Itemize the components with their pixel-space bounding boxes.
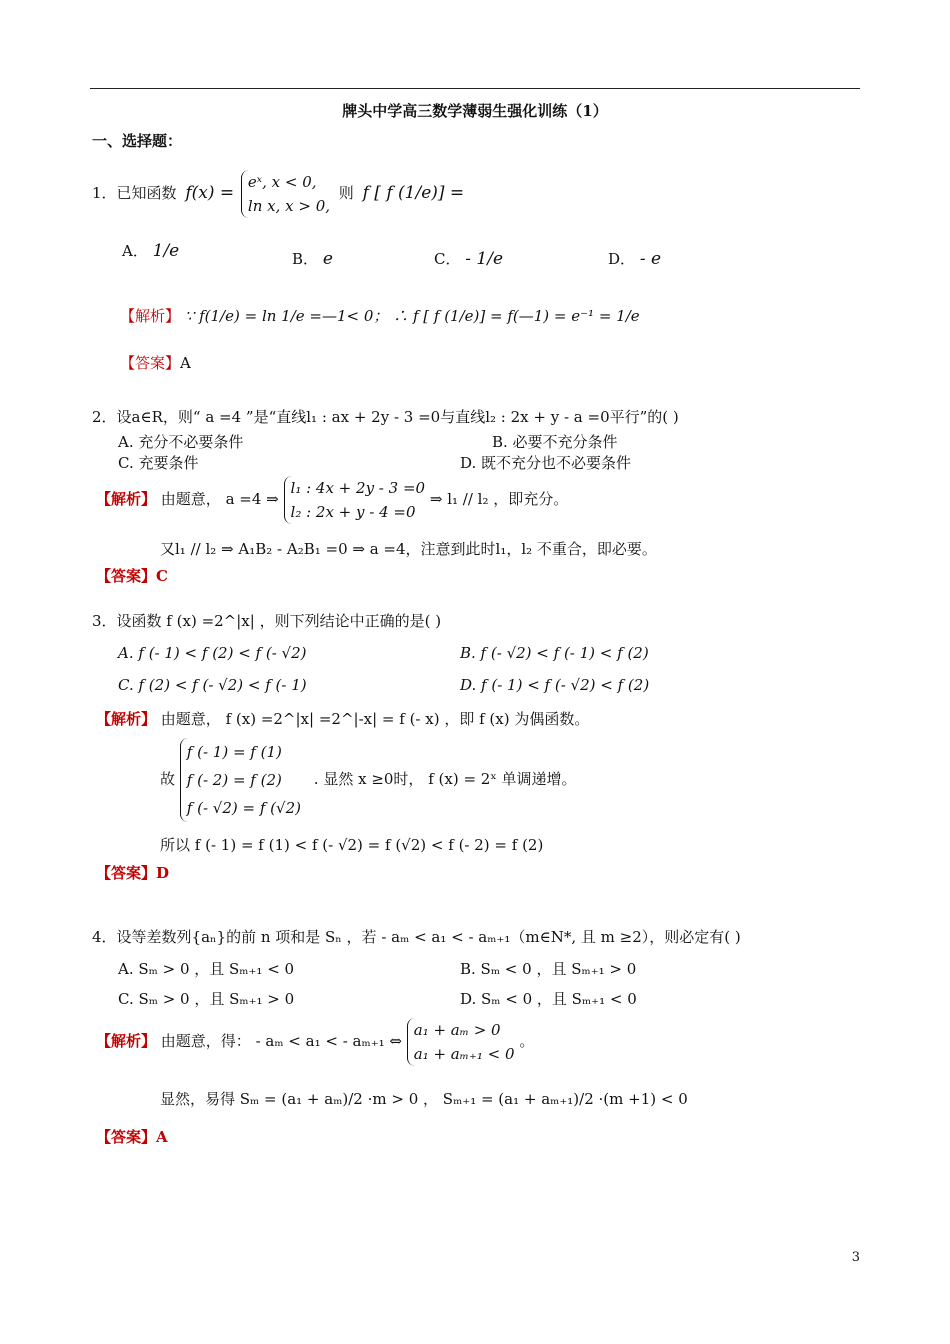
q3-analysis xyxy=(96,708,589,729)
q4-analysis-pre: 由题意，得： - aₘ < a₁ < - aₘ₊₁ ⇔ xyxy=(160,1032,402,1050)
q1-case1: eˣ, x < 0, xyxy=(247,173,317,191)
q2-analysis-tag: 【解析】 xyxy=(96,490,157,508)
q2-answer-tag: 【答案】 xyxy=(96,567,157,585)
q1-option-d xyxy=(608,248,661,269)
q4-case1: a₁ + aₘ > 0 xyxy=(413,1021,501,1039)
q1-option-a-label: A． xyxy=(122,242,148,260)
q1-option-a-value: 1/e xyxy=(152,241,180,261)
q4-option-a: A. Sₘ > 0 ，且 Sₘ₊₁ < 0 xyxy=(118,960,295,978)
q1-option-c xyxy=(434,248,503,269)
page-number: 3 xyxy=(851,1250,860,1265)
q4-case2: a₁ + aₘ₊₁ < 0 xyxy=(413,1045,515,1063)
header-rule xyxy=(90,88,860,89)
q1-option-a xyxy=(122,240,179,261)
q3-option-b: B. f (- √2) < f (- 1) < f (2) xyxy=(460,644,649,662)
q3-gu-post: . 显然 x ≥0时， f (x) = 2ˣ 单调递增。 xyxy=(313,770,577,788)
q2-cases xyxy=(284,476,426,524)
q2-answer xyxy=(96,565,168,586)
q3-analysis-text: 由题意， f (x) =2^|x| =2^|-x| = f (- x) ，即 f (x) 为偶函数。 xyxy=(160,710,590,728)
section-heading: 一、选择题： xyxy=(92,132,183,150)
q3-option-c: C. f (2) < f (- √2) < f (- 1) xyxy=(118,676,307,694)
q3-cases xyxy=(180,738,301,822)
page-title: 牌头中学高三数学薄弱生强化训练（1） xyxy=(342,102,608,120)
q4-analysis xyxy=(96,1018,534,1066)
q1-option-c-label: C． xyxy=(434,250,461,268)
q3-option-d: D. f (- 1) < f (- √2) < f (2) xyxy=(460,676,650,694)
q4-option-c: C. Sₘ > 0 ，且 Sₘ₊₁ > 0 xyxy=(118,990,295,1008)
q2-option-d: D. 既不充分也不必要条件 xyxy=(460,454,632,472)
q4-analysis-line2: 显然，易得 Sₘ = (a₁ + aₘ)/2 ·m > 0 ， Sₘ₊₁ = (a₁ + aₘ₊₁)/2 ·(m +1) < 0 xyxy=(160,1090,688,1108)
q1-answer-value: A xyxy=(180,354,191,372)
q1-num: 1．已知函数 xyxy=(92,184,177,202)
q2-analysis-line2: 又l₁ // l₂ ⇒ A₁B₂ - A₂B₁ =0 ⇒ a =4，注意到此时l₁，l₂ 不重合，即必要。 xyxy=(160,540,657,558)
q1-ask: f [ f (1/e)] = xyxy=(362,183,465,203)
q1-answer xyxy=(120,352,191,373)
q3-conclusion: 所以 f (- 1) = f (1) < f (- √2) = f (√2) < f (- 2) = f (2) xyxy=(160,836,544,854)
q2-case1: l₁ : 4x + 2y - 3 =0 xyxy=(290,479,426,497)
q2-analysis-pre: 由题意， a =4 ⇒ xyxy=(160,490,279,508)
q4-cases xyxy=(407,1018,515,1066)
q3-case2: f (- 2) = f (2) xyxy=(186,771,282,789)
q2-answer-value: C xyxy=(156,567,168,585)
q3-answer-value: D xyxy=(156,864,170,882)
q4-answer-value: A xyxy=(156,1128,168,1146)
q2-case2: l₂ : 2x + y - 4 =0 xyxy=(290,503,416,521)
q1-option-b-label: B． xyxy=(292,250,319,268)
q2-stem: 2．设a∈R，则“ a =4 ”是“直线l₁ : ax + 2y - 3 =0与直线l₂ : 2x + y - a =0平行”的( ) xyxy=(92,408,679,426)
q3-system xyxy=(160,738,576,822)
q2-option-b: B. 必要不充分条件 xyxy=(492,433,618,451)
q1-option-b xyxy=(292,248,333,269)
q4-analysis-tag: 【解析】 xyxy=(96,1032,157,1050)
q2-option-a: A. 充分不必要条件 xyxy=(118,433,244,451)
q1-stem xyxy=(92,170,464,218)
q4-analysis-post: 。 xyxy=(519,1032,535,1050)
q1-answer-tag: 【答案】 xyxy=(120,354,181,372)
q4-stem: 4．设等差数列{aₙ}的前 n 项和是 Sₙ ，若 - aₘ < a₁ < - aₘ₊₁（m∈N*, 且 m ≥2），则必定有( ) xyxy=(92,928,741,946)
q2-option-c: C. 充要条件 xyxy=(118,454,199,472)
q3-option-a: A. f (- 1) < f (2) < f (- √2) xyxy=(118,644,307,662)
q2-analysis xyxy=(96,476,568,524)
q1-option-b-value: e xyxy=(322,249,333,269)
q3-case1: f (- 1) = f (1) xyxy=(186,743,282,761)
q4-option-b: B. Sₘ < 0 ，且 Sₘ₊₁ > 0 xyxy=(460,960,637,978)
q2-analysis-post: ⇒ l₁ // l₂ ，即充分。 xyxy=(429,490,569,508)
q1-analysis xyxy=(120,305,640,326)
q3-answer-tag: 【答案】 xyxy=(96,864,157,882)
q1-option-d-label: D． xyxy=(608,250,636,268)
q1-cases xyxy=(241,170,330,218)
q1-case2: ln x, x > 0, xyxy=(247,197,331,215)
q3-analysis-tag: 【解析】 xyxy=(96,710,157,728)
q3-gu: 故 xyxy=(160,770,176,788)
q4-option-d: D. Sₘ < 0 ，且 Sₘ₊₁ < 0 xyxy=(460,990,637,1008)
q1-analysis-text: ∵ f(1/e) = ln 1/e =—1< 0； ∴ f [ f (1/e)] = f(—1) = e⁻¹ = 1/e xyxy=(184,307,640,325)
q1-def: f(x) = xyxy=(185,183,235,203)
q3-case3: f (- √2) = f (√2) xyxy=(186,799,301,817)
q4-answer-tag: 【答案】 xyxy=(96,1128,157,1146)
q1-analysis-tag: 【解析】 xyxy=(120,307,181,325)
q1-option-c-value: - 1/e xyxy=(465,249,504,269)
q3-stem: 3．设函数 f (x) =2^|x| ，则下列结论中正确的是( ) xyxy=(92,612,442,630)
q3-answer xyxy=(96,862,169,883)
q1-then: 则 xyxy=(338,184,354,202)
q4-answer xyxy=(96,1126,168,1147)
q1-option-d-value: - e xyxy=(639,249,662,269)
